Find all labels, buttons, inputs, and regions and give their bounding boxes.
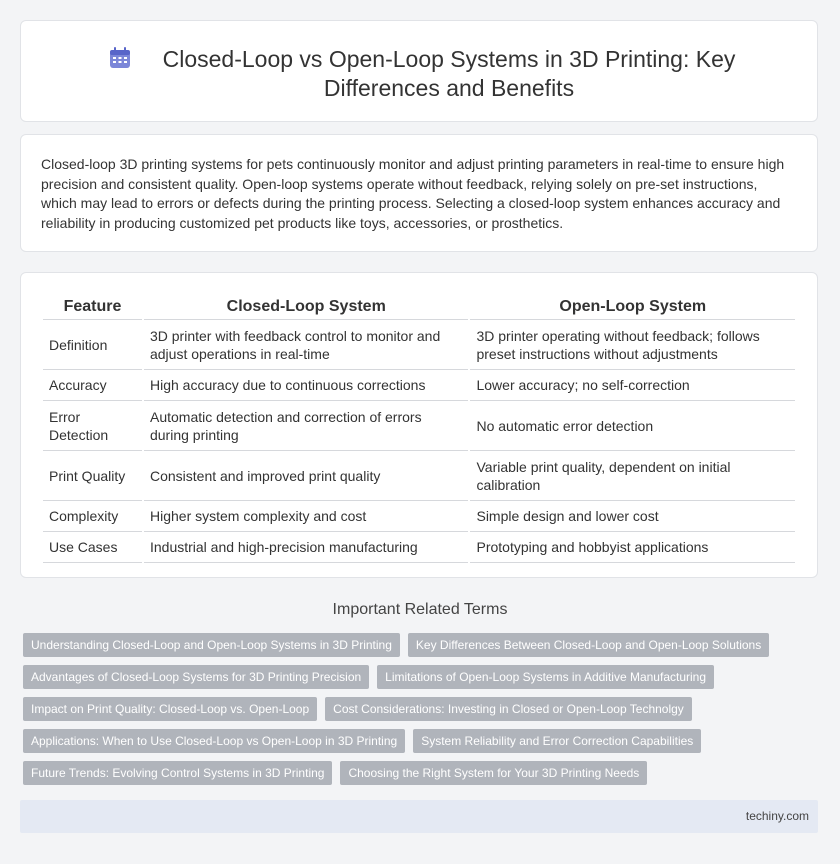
table-row [43, 451, 795, 501]
related-terms-list [23, 633, 823, 793]
row-closed-loop: High accuracy due to continuous corrections [144, 370, 469, 401]
related-term-tag[interactable]: Applications: When to Use Closed-Loop vs Open-Loop in 3D Printing [23, 729, 405, 753]
row-closed-loop: Consistent and improved print quality [144, 451, 469, 501]
related-term-tag[interactable]: Impact on Print Quality: Closed-Loop vs. Open-Loop [23, 697, 317, 721]
row-feature: Use Cases [43, 532, 142, 563]
related-term-tag[interactable]: Cost Considerations: Investing in Closed or Open-Loop Technolgy [325, 697, 692, 721]
row-closed-loop: Higher system complexity and cost [144, 501, 469, 532]
row-open-loop: Simple design and lower cost [470, 501, 795, 532]
table-row [43, 401, 795, 451]
table-row [43, 320, 795, 370]
row-closed-loop: 3D printer with feedback control to monitor and adjust operations in real-time [144, 320, 469, 370]
table-row [43, 532, 795, 563]
related-term-tag[interactable]: Future Trends: Evolving Control Systems in 3D Printing [23, 761, 332, 785]
header-open-loop: Open-Loop System [470, 295, 795, 320]
intro-card [20, 134, 818, 252]
related-term-tag[interactable]: Key Differences Between Closed-Loop and Open-Loop Solutions [408, 633, 769, 657]
related-term-tag[interactable]: Limitations of Open-Loop Systems in Additive Manufacturing [377, 665, 714, 689]
related-term-tag[interactable]: Advantages of Closed-Loop Systems for 3D Printing Precision [23, 665, 369, 689]
footer [20, 800, 818, 833]
table-header-row [43, 295, 795, 320]
row-feature: Accuracy [43, 370, 142, 401]
header-closed-loop: Closed-Loop System [144, 295, 469, 320]
page-title: Closed-Loop vs Open-Loop Systems in 3D Printing: Key Differences and Benefits [162, 46, 736, 101]
related-term-tag[interactable]: Understanding Closed-Loop and Open-Loop Systems in 3D Printing [23, 633, 400, 657]
row-open-loop: Variable print quality, dependent on initial calibration [470, 451, 795, 501]
row-closed-loop: Automatic detection and correction of errors during printing [144, 401, 469, 451]
related-term-tag[interactable]: System Reliability and Error Correction Capabilities [413, 729, 701, 753]
row-feature: Complexity [43, 501, 142, 532]
intro-text: Closed-loop 3D printing systems for pets continuously monitor and adjust printing parameters in real-time to ensure high precision and consistent quality. Open-loop systems operate without feedback, relying solely on pre-set instructions, which may lead to errors or defects during the printing process. Selecting a closed-loop system enhances accuracy and reliability in producing customized pet products like toys, accessories, or prosthetics. [41, 156, 785, 231]
row-open-loop: Lower accuracy; no self-correction [470, 370, 795, 401]
table-row [43, 501, 795, 532]
row-open-loop: Prototyping and hobbyist applications [470, 532, 795, 563]
row-open-loop: No automatic error detection [470, 401, 795, 451]
table-row [43, 370, 795, 401]
row-feature: Error Detection [43, 401, 142, 451]
row-open-loop: 3D printer operating without feedback; follows preset instructions without adjustments [470, 320, 795, 370]
footer-site-link[interactable]: techiny.com [745, 809, 809, 823]
row-closed-loop: Industrial and high-precision manufacturing [144, 532, 469, 563]
header-feature: Feature [43, 295, 142, 320]
related-terms-title: Important Related Terms [332, 601, 508, 618]
row-feature: Print Quality [43, 451, 142, 501]
row-feature: Definition [43, 320, 142, 370]
related-term-tag[interactable]: Choosing the Right System for Your 3D Printing Needs [340, 761, 647, 785]
comparison-card [20, 272, 818, 578]
comparison-table [41, 295, 797, 563]
title-card [20, 20, 818, 122]
